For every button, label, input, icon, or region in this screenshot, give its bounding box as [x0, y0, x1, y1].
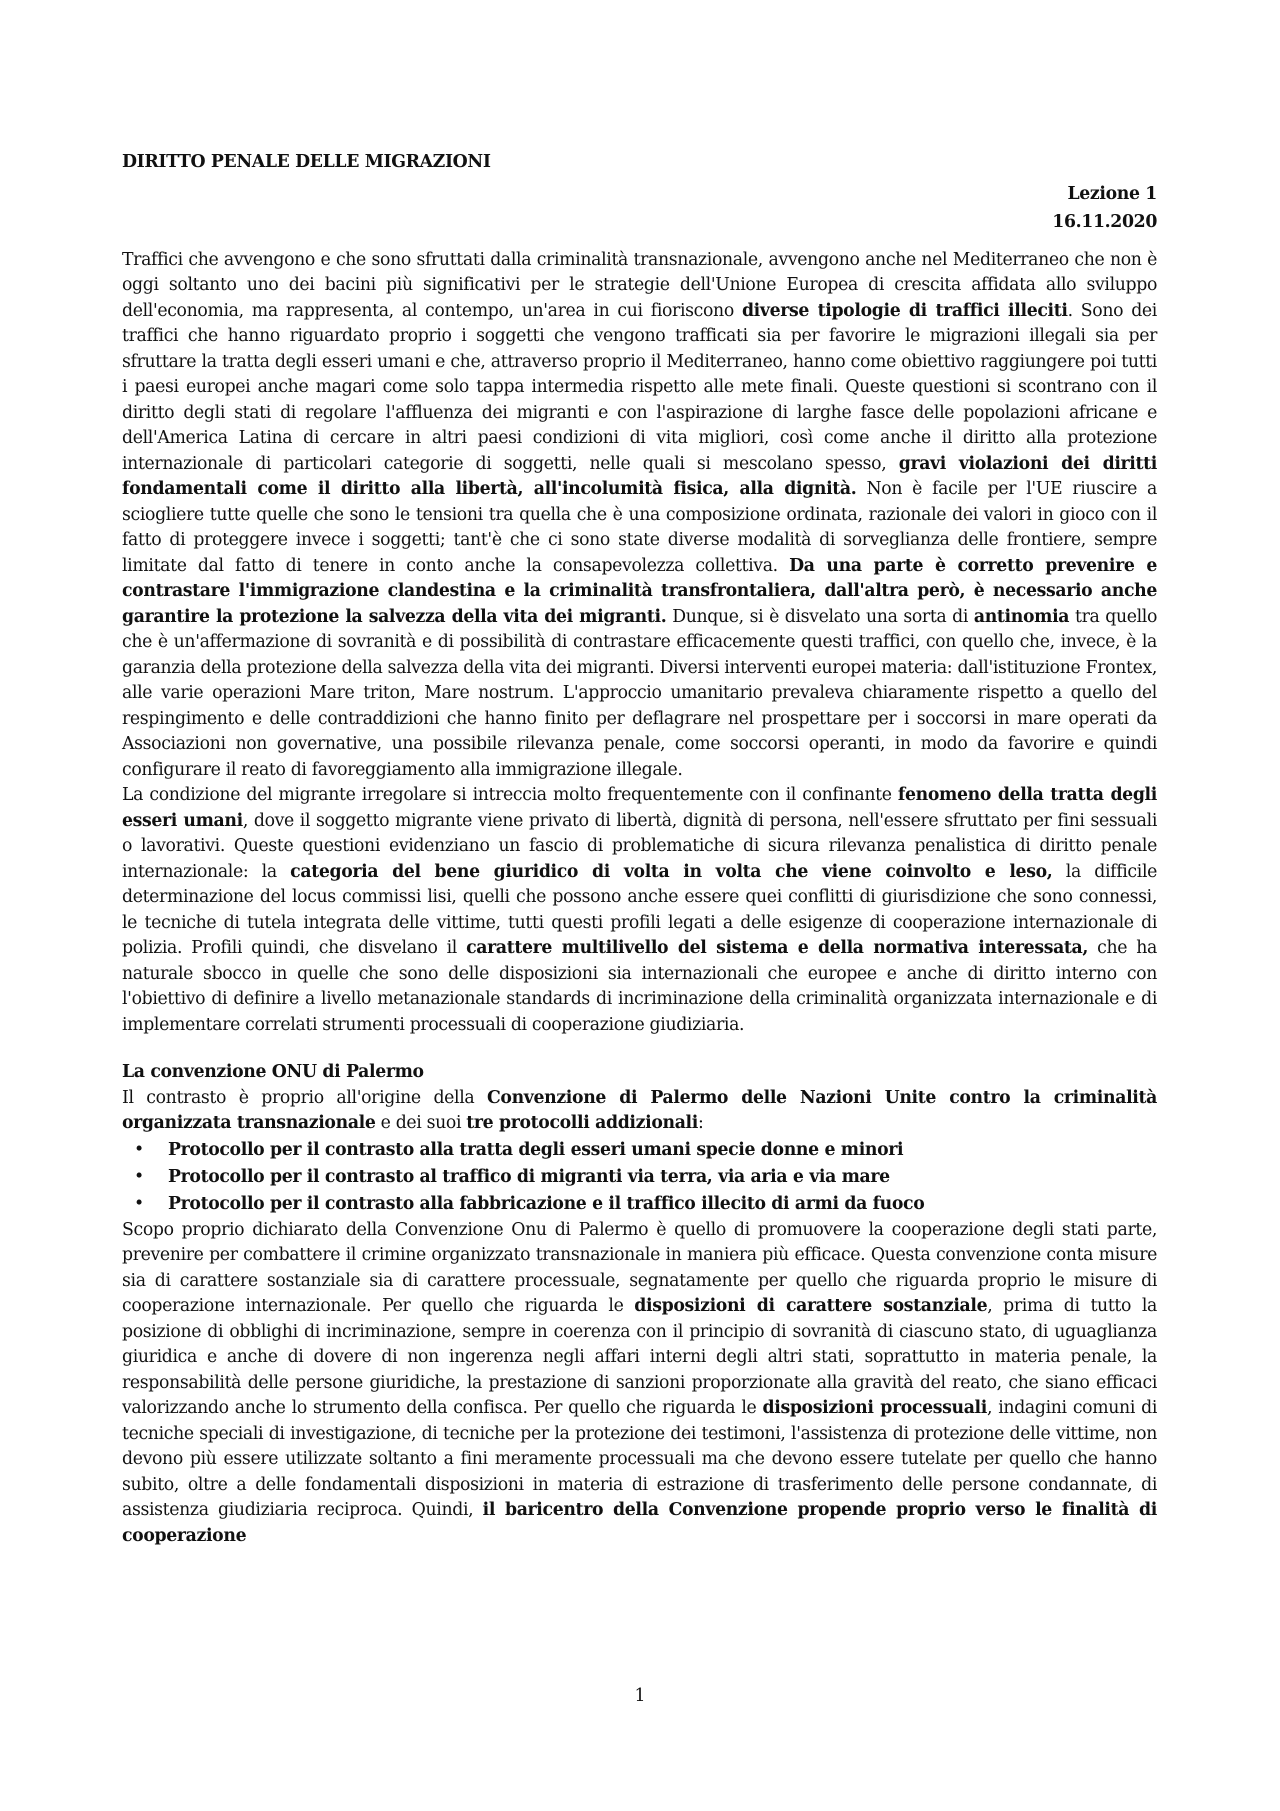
text-run: Dunque, si è disvelato una sorta di: [666, 606, 974, 627]
bold-phrase: antinomia: [973, 606, 1070, 627]
intro-paragraph-2: [122, 783, 1157, 1038]
bold-phrase: fenomeno della tratta degli esseri umani: [122, 785, 1157, 831]
text-run: La condizione del migrante irregolare si intreccia molto frequentemente con il confinante: [122, 785, 898, 805]
bold-phrase: tre protocolli addizionali: [466, 1113, 698, 1133]
bold-phrase: categoria del bene giuridico di volta in volta che viene coinvolto e leso,: [290, 861, 1053, 882]
page-number: 1: [634, 1686, 646, 1706]
bold-phrase: il baricentro della Convenzione propende proprio verso le finalità di cooperazione: [122, 1500, 1157, 1546]
palermo-paragraph-2: [122, 1218, 1157, 1550]
palermo-paragraph-1: [122, 1086, 1157, 1137]
list-item: [134, 1191, 1157, 1218]
bold-phrase: Da una parte è corretto prevenire e contrastare l'immigrazione clandestina e la criminalità transfrontaliera, dall'altra però, è necessario anche garantire la protezione la salvezza della vita dei migranti.: [122, 555, 1157, 627]
document-body: [122, 150, 1157, 1549]
text-run: Non è facile per l'UE riuscire a sciogliere tutte quelle che sono le tensioni tra quella che è una composizione ordinata, razionale dei valori in gioco con il fatto di proteggere invece i soggetti; tant'è che ci sono state diverse modalità di sorveglianza delle frontiere, sempre limitate dal fatto di tenere in conto anche la consapevolezza collettiva.: [122, 479, 1158, 576]
list-item-text: Protocollo per il contrasto al traffico di migranti via terra, via aria e via mare: [168, 1166, 890, 1187]
text-run: . Sono dei traffici che hanno riguardato proprio i soggetti che vengono trafficati sia per favorire le migrazioni illegali sia per sfruttare la tratta degli esseri umani e che, attraverso proprio il Mediterraneo, hanno come obiettivo raggiungere poi tutti i paesi europei anche magari come solo tappa intermedia rispetto alle mete finali. Queste questioni si scontrano con il diritto degli stati di regolare l'affluenza dei migranti e con l'aspirazione di larghe fasce delle popolazioni africane e dell'America Latina di cercare in altri paesi condizioni di vita migliori, così come anche il diritto alla protezione internazionale di particolari categorie di soggetti, nelle quali si mescolano spesso,: [122, 300, 1157, 474]
intro-paragraph-1: [122, 248, 1157, 784]
text-run: e dei suoi: [375, 1113, 467, 1133]
bold-phrase: diverse tipologie di traffici illeciti: [741, 300, 1068, 321]
text-run: Il contrasto è proprio all'origine della: [122, 1087, 487, 1108]
text-run: :: [698, 1113, 704, 1133]
list-item: [134, 1164, 1157, 1191]
text-run: tra quello che è un'affermazione di sovranità e di possibilità di contrastare efficacemente questi traffici, con quello che, invece, è la garanzia della protezione della salvezza della vita dei migranti. Diversi interventi europei materia: dall'istituzione Frontex, alle varie operazioni Mare triton, Mare nostrum. L'approccio umanitario prevaleva chiaramente rispetto a quello del respingimento e delle contraddizioni che hanno finito per deflagrare nel prospettare per i soccorsi in mare operati da Associazioni non governative, una possibile rilevanza penale, come soccorsi operanti, in modo da favorire e quindi configurare il reato di favoreggiamento alla immigrazione illegale.: [122, 606, 1158, 780]
text-run: Scopo proprio dichiarato della Convenzione Onu di Palermo è quello di promuovere la cooperazione degli stati parte, prevenire per combattere il crimine organizzato transnazionale in maniera più efficace. Questa convenzione conta misure sia di carattere sostanziale sia di carattere processuale, segnatamente per quello che riguarda proprio le misure di cooperazione internazionale. Per quello che riguarda le: [122, 1219, 1157, 1316]
text-run: , prima di tutto la posizione di obblighi di incriminazione, sempre in coerenza con il principio di sovranità di ciascuno stato, di uguaglianza giuridica e anche di dovere di non ingerenza negli affari interni degli altri stati, soprattutto in materia penale, la responsabilità delle persone giuridiche, la prestazione di sanzioni proporzionate alla gravità del reato, che siano efficaci valorizzando anche lo strumento della confisca. Per quello che riguarda le: [122, 1296, 1157, 1418]
document-title: DIRITTO PENALE DELLE MIGRAZIONI: [122, 152, 491, 172]
lesson-date: 16.11.2020: [1052, 211, 1157, 232]
bullet-icon: •: [134, 1139, 144, 1160]
bold-phrase: disposizioni processuali: [762, 1398, 987, 1418]
protocols-list: [122, 1137, 1157, 1218]
bullet-icon: •: [134, 1193, 144, 1214]
text-run: , dove il soggetto migrante viene privato di libertà, dignità di persona, nell'essere sfruttato per fini sessuali o lavorativi. Queste questioni evidenziano un fascio di problematiche di sicura rilevanza penalistica di diritto penale internazionale: la: [122, 810, 1157, 882]
lesson-number: Lezione 1: [1067, 183, 1157, 204]
list-item: [134, 1137, 1157, 1164]
bold-phrase: carattere multilivello del sistema e della normativa interessata,: [466, 938, 1089, 958]
list-item-text: Protocollo per il contrasto alla tratta degli esseri umani specie donne e minori: [168, 1139, 904, 1160]
bullet-icon: •: [134, 1166, 144, 1187]
bold-phrase: disposizioni di carattere sostanziale: [634, 1296, 988, 1316]
text-run: , indagini comuni di tecniche speciali di investigazione, di tecniche per la protezione dei testimoni, l'assistenza di protezione delle vittime, non devono più essere utilizzate soltanto a fini meramente processuali ma che devono essere tutelate per quello che hanno subito, oltre a delle fondamentali disposizioni in materia di estrazione di trasferimento delle persone condannate, di assistenza giudiziaria reciproca. Quindi,: [122, 1398, 1158, 1520]
lesson-header: [122, 180, 1157, 236]
bold-phrase: Convenzione di Palermo delle Nazioni Unite contro la criminalità organizzata transnazionale: [122, 1087, 1157, 1133]
list-item-text: Protocollo per il contrasto alla fabbricazione e il traffico illecito di armi da fuoco: [168, 1193, 925, 1214]
text-run: Traffici che avvengono e che sono sfruttati dalla criminalità transnazionale, avvengono anche nel Mediterraneo che non è oggi soltanto uno dei bacini più significativi per le strategie dell'Unione Europea di crescita affidata allo sviluppo dell'economia, ma rappresenta, al contempo, un'area in cui fioriscono: [122, 249, 1157, 321]
bold-phrase: gravi violazioni dei diritti fondamentali come il diritto alla libertà, all'incolumità fisica, alla dignità.: [122, 453, 1157, 499]
section-heading-palermo: La convenzione ONU di Palermo: [122, 1062, 424, 1082]
text-run: che ha naturale sbocco in quelle che sono delle disposizioni sia internazionali che europee e anche di diritto interno con l'obiettivo di definire a livello metanazionale standards di incriminazione della criminalità organizzata internazionale e di implementare correlati strumenti processuali di cooperazione giudiziaria.: [122, 938, 1158, 1035]
text-run: la difficile determinazione del locus commissi lisi, quelli che possono anche essere quei conflitti di giurisdizione che sono connessi, le tecniche di tutela integrata delle vittime, tutti questi profili legati a delle esigenze di cooperazione internazionale di polizia. Profili quindi, che disvelano il: [122, 861, 1157, 958]
